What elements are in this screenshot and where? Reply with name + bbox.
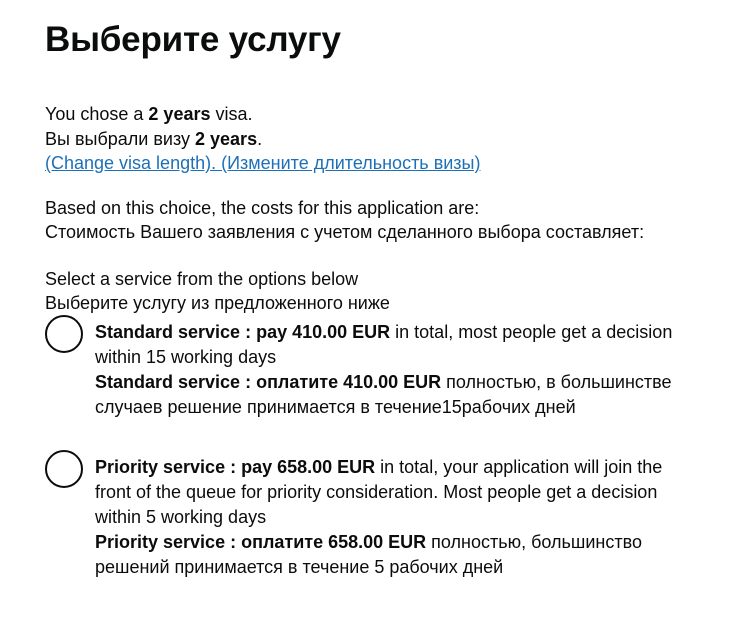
service-prompt-ru: Выберите услугу из предложенного ниже: [45, 293, 390, 313]
priority-service-radio[interactable]: [45, 450, 83, 488]
priority-service-option[interactable]: [45, 455, 725, 580]
page-content: [45, 18, 725, 580]
page-title: Выберите услугу: [45, 20, 341, 59]
visa-duration-ru: 2 years: [195, 128, 258, 149]
priority-service-label[interactable]: Priority service : pay 658.00 EUR in total, your application will join the front of the queue for priority consideration. Most people get a decision within 5 working days Priority service : оплатите 658.00 EUR полностью, большинство решений принимается в течение 5 рабочих дней: [95, 456, 663, 577]
costs-intro: [45, 196, 725, 245]
standard-service-label[interactable]: Standard service : pay 410.00 EUR in total, most people get a decision within 15 working days Standard service : оплатите 410.00 EUR полностью, в большинстве случаев решение принимается в течение15рабочих дней: [95, 321, 673, 417]
service-prompt: [45, 267, 725, 316]
costs-intro-en: Based on this choice, the costs for this application are:: [45, 197, 480, 218]
standard-service-option[interactable]: [45, 320, 725, 420]
visa-choice-en: You chose a 2 years visa.: [45, 104, 253, 124]
service-options: [45, 320, 725, 580]
visa-choice-summary: [45, 102, 725, 176]
change-visa-length-link[interactable]: (Change visa length). (Измените длительность визы): [45, 153, 481, 173]
service-prompt-en: Select a service from the options below: [45, 268, 359, 289]
costs-intro-ru: Стоимость Вашего заявления с учетом сделанного выбора составляет:: [45, 222, 645, 242]
visa-duration-en: 2 years: [148, 104, 211, 124]
visa-choice-ru: Вы выбрали визу 2 years.: [45, 128, 263, 149]
standard-service-radio[interactable]: [45, 315, 83, 353]
